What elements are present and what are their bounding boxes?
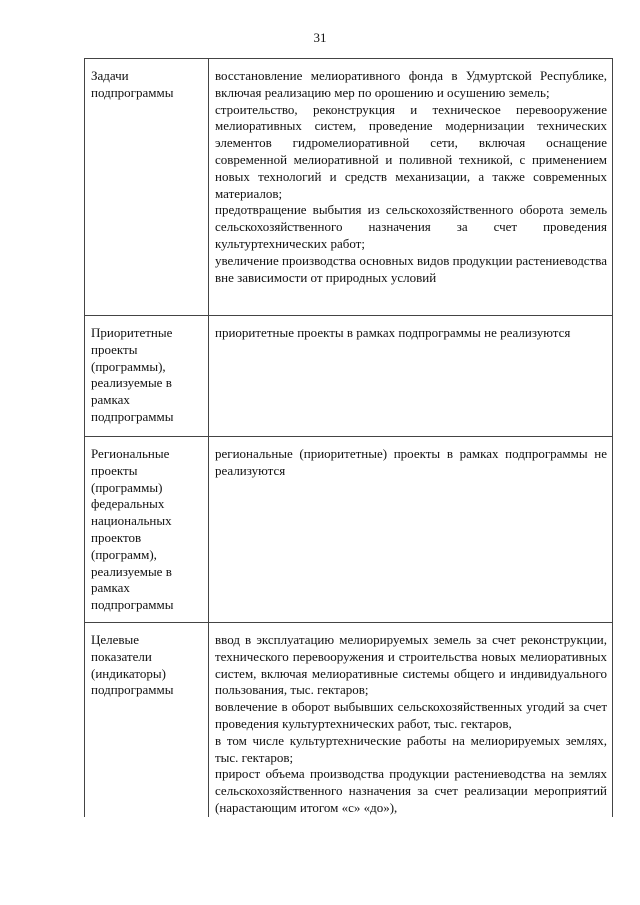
row-label-regional-projects: Региональные проекты (программы) федеральных национальных проектов (программ), реализуемые в рамках подпрограммы [85, 437, 209, 623]
indicator-paragraph: вовлечение в оборот выбывших сельскохозяйственных угодий за счет проведения культуртехнических работ, тыс. гектаров, [215, 699, 607, 731]
task-paragraph: увеличение производства основных видов продукции растениеводства вне зависимости от природных условий [215, 252, 607, 285]
row-value-regional-projects [209, 437, 613, 623]
indicator-paragraph: прирост объема производства продукции растениеводства на землях сельскохозяйственного назначения за счет реализации мероприятий (нарастающим итогом «с» «до»), [215, 766, 607, 815]
row-label-tasks: Задачи подпрограммы [85, 59, 209, 316]
task-paragraph: строительство, реконструкция и техническое перевооружение мелиоративных систем, проведение модернизации технических элементов гидромелиоративной сети, включая оснащение современной мелиоративной и поливной техникой, с применением новых технологий и средств механизации, а также современных материалов; [215, 101, 607, 201]
subprogram-passport-table [84, 58, 613, 817]
task-paragraph: восстановление мелиоративного фонда в Удмуртской Республике, включая реализацию мер по орошению и осушению земель; [215, 68, 607, 100]
indicator-paragraph: в том числе культуртехнические работы на мелиорируемых землях, тыс. гектаров; [215, 732, 607, 765]
table-row-tasks [85, 59, 613, 316]
row-label-target-indicators: Целевые показатели (индикаторы) подпрограммы [85, 622, 209, 816]
table-row-regional-projects [85, 437, 613, 623]
priority-projects-text: приоритетные проекты в рамках подпрограммы не реализуются [215, 325, 571, 340]
table-row-priority-projects [85, 316, 613, 437]
regional-projects-text: региональные (приоритетные) проекты в рамках подпрограммы не реализуются [215, 446, 607, 478]
indicator-paragraph: ввод в эксплуатацию мелиорируемых земель за счет реконструкции, технического перевооружения и строительства новых мелиоративных систем, включая мелиоративные системы общего и индивидуального пользования, тыс. гектаров; [215, 631, 607, 698]
row-value-tasks [209, 59, 613, 316]
task-paragraph: предотвращение выбытия из сельскохозяйственного оборота земель сельскохозяйственного назначения за счет проведения культуртехнических работ; [215, 202, 607, 251]
row-value-target-indicators [209, 622, 613, 816]
page-number: 31 [313, 30, 327, 45]
table-row-target-indicators [85, 622, 613, 816]
row-label-priority-projects: Приоритетные проекты (программы), реализуемые в рамках подпрограммы [85, 316, 209, 437]
row-value-priority-projects [209, 316, 613, 437]
